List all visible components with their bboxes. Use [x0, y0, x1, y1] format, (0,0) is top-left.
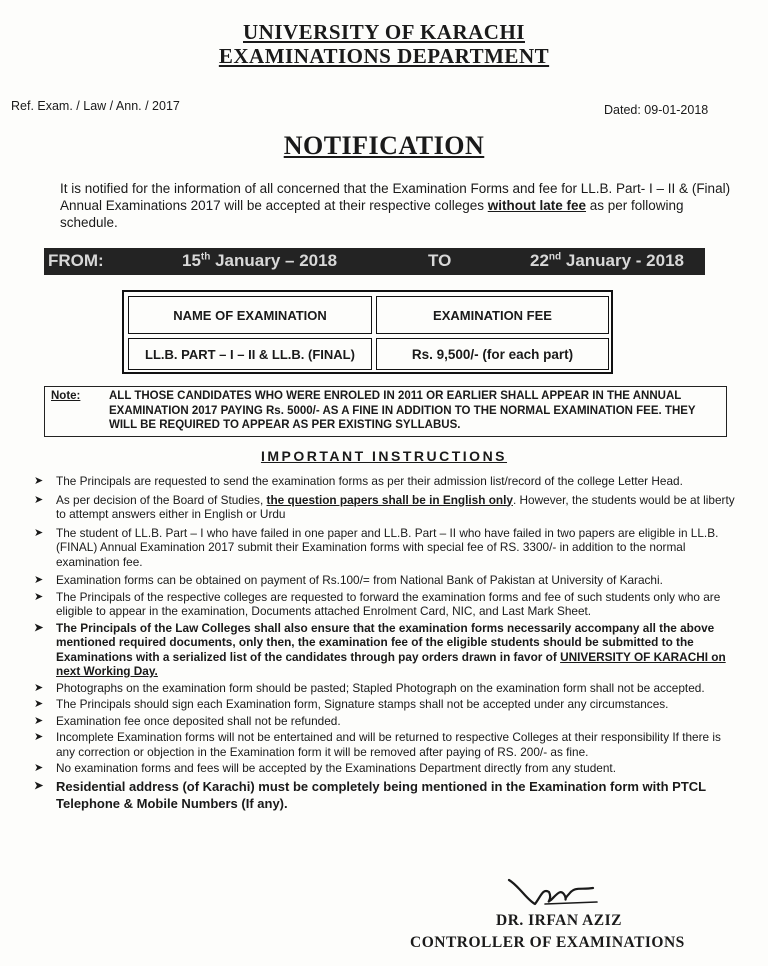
instruction-text-before: The Principals of the Law Colleges shall also ensure that the examination forms necessarily accompany all the above mentioned required documents, only then, the examination fee of the eligible students should be submitted to the Examinations with a serialized list of the candidates through pay orders drawn in favor of	[56, 620, 715, 664]
date: Dated: 09-01-2018	[604, 103, 709, 117]
arrowhead-bullet-icon: ➤	[34, 621, 44, 634]
arrowhead-bullet-icon: ➤	[34, 698, 44, 710]
instruction-7	[34, 681, 740, 696]
to-label: TO	[428, 251, 452, 270]
instruction-text-after: . However, the students would be at liberty to attempt answers either in English or Urdu	[56, 492, 735, 521]
instructions-heading: IMPORTANT INSTRUCTIONS	[260, 448, 508, 464]
row-exam-fee: Rs. 9,500/- (for each part)	[376, 338, 609, 370]
row-exam-name: LL.B. PART – I – II & LL.B. (FINAL)	[128, 338, 372, 370]
arrowhead-bullet-icon: ➤	[34, 731, 44, 743]
instruction-text: Residential address (of Karachi) must be completely being mentioned in the Examination form with PTCL Telephone & Mobile Numbers (If any).	[56, 778, 706, 811]
instruction-text: The Principals should sign each Examination form, Signature stamps shall not be accepted under any circumstances.	[56, 697, 669, 711]
instruction-emphasis: UNIVERSITY OF KARACHI on next Working Day.	[56, 649, 726, 678]
note-label: Note:	[51, 390, 81, 402]
to-day: 22	[530, 251, 549, 270]
from-date	[182, 251, 337, 271]
from-label: FROM:	[48, 251, 104, 270]
instruction-text: No examination forms and fees will be accepted by the Examinations Department directly from any student.	[56, 761, 616, 775]
instruction-text: Incomplete Examination forms will not be entertained and will be returned to respective Colleges at their responsibility If there is any correction or objection in the Examination form it will be removed after paying of RS. 200/- as fine.	[56, 730, 721, 759]
instruction-10	[34, 730, 740, 759]
note-text: ALL THOSE CANDIDATES WHO WERE ENROLED IN 2011 OR EARLIER SHALL APPEAR IN THE ANNUAL EXAMINATION 2017 PAYING Rs. 5000/- AS A FINE IN ADDITION TO THE NORMAL EXAMINATION FEE. THEY WILL BE REQUIRED TO APPEAR AS PER EXISTING SYLLABUS.	[109, 390, 696, 431]
instruction-5	[34, 590, 740, 619]
arrowhead-bullet-icon: ➤	[34, 590, 44, 603]
fee-table	[122, 290, 613, 374]
instruction-12	[34, 778, 740, 812]
university-name: UNIVERSITY OF KARACHI	[243, 20, 525, 44]
schedule-band	[44, 248, 705, 275]
arrowhead-bullet-icon: ➤	[34, 493, 44, 506]
arrowhead-bullet-icon: ➤	[34, 574, 44, 586]
header-exam-name: NAME OF EXAMINATION	[128, 296, 372, 334]
reference-number: Ref. Exam. / Law / Ann. / 2017	[11, 99, 180, 113]
department-name: EXAMINATIONS DEPARTMENT	[218, 44, 550, 68]
intro-paragraph	[60, 180, 740, 231]
arrowhead-bullet-icon: ➤	[34, 681, 44, 694]
arrowhead-bullet-icon: ➤	[34, 714, 44, 727]
to-month-year: January - 2018	[561, 251, 684, 270]
to-day-suffix: nd	[548, 251, 562, 263]
instruction-text: Examination fee once deposited shall not be refunded.	[56, 713, 341, 728]
intro-text-before: It is notified for the information of all concerned that the Examination Forms and fee for LL.B. Part- I – II & (Final) Annual Examinations 2017 will be accepted at their respective colleges	[60, 181, 731, 213]
arrowhead-bullet-icon: ➤	[34, 475, 44, 487]
from-day: 15	[182, 251, 201, 270]
instruction-9	[34, 714, 740, 729]
intro-emphasis: without late fee	[487, 198, 587, 213]
signatory-name: DR. IRFAN AZIZ	[496, 912, 622, 929]
instruction-text: Examination forms can be obtained on payment of Rs.100/= from National Bank of Pakistan at University of Karachi.	[56, 573, 663, 587]
from-day-suffix: th	[200, 251, 211, 263]
instruction-text: The Principals are requested to send the examination forms as per their admission list/record of the college Letter Head.	[56, 474, 683, 488]
intro-text-after: as per following schedule.	[60, 198, 684, 230]
instructions-list	[34, 474, 740, 812]
note-box	[44, 386, 727, 437]
arrowhead-bullet-icon: ➤	[34, 779, 44, 792]
signature-icon	[505, 870, 605, 912]
header-exam-fee: EXAMINATION FEE	[376, 296, 609, 334]
instruction-11	[34, 761, 740, 776]
instruction-6	[34, 621, 740, 679]
instruction-text-before: As per decision of the Board of Studies,	[56, 492, 267, 507]
instruction-1	[34, 474, 740, 489]
instruction-4	[34, 573, 740, 588]
instruction-2	[34, 493, 740, 522]
instruction-8	[34, 697, 740, 712]
page-title: NOTIFICATION	[283, 131, 485, 160]
instruction-text: The student of LL.B. Part – I who have failed in one paper and LL.B. Part – II who have failed in two papers are eligible in LL.B. (FINAL) Annual Examination 2017 submit their Examination forms with special fee of RS. 3300/- in addition to the normal examination fee.	[56, 525, 719, 569]
arrowhead-bullet-icon: ➤	[34, 762, 44, 774]
instruction-emphasis: the question papers shall be in English only	[266, 492, 513, 507]
signatory-designation: CONTROLLER OF EXAMINATIONS	[410, 934, 685, 951]
instruction-text: The Principals of the respective colleges are requested to forward the examination forms and fee of such students only who are eligible to appear in the examination, Documents attached Enrolment Card, NIC, and Last Mark Sheet.	[56, 589, 721, 618]
to-date	[530, 251, 684, 271]
from-month-year: January – 2018	[210, 251, 338, 270]
instruction-3	[34, 526, 740, 570]
arrowhead-bullet-icon: ➤	[34, 526, 44, 539]
instruction-text: Photographs on the examination form should be pasted; Stapled Photograph on the examination form shall not be accepted.	[56, 680, 705, 695]
